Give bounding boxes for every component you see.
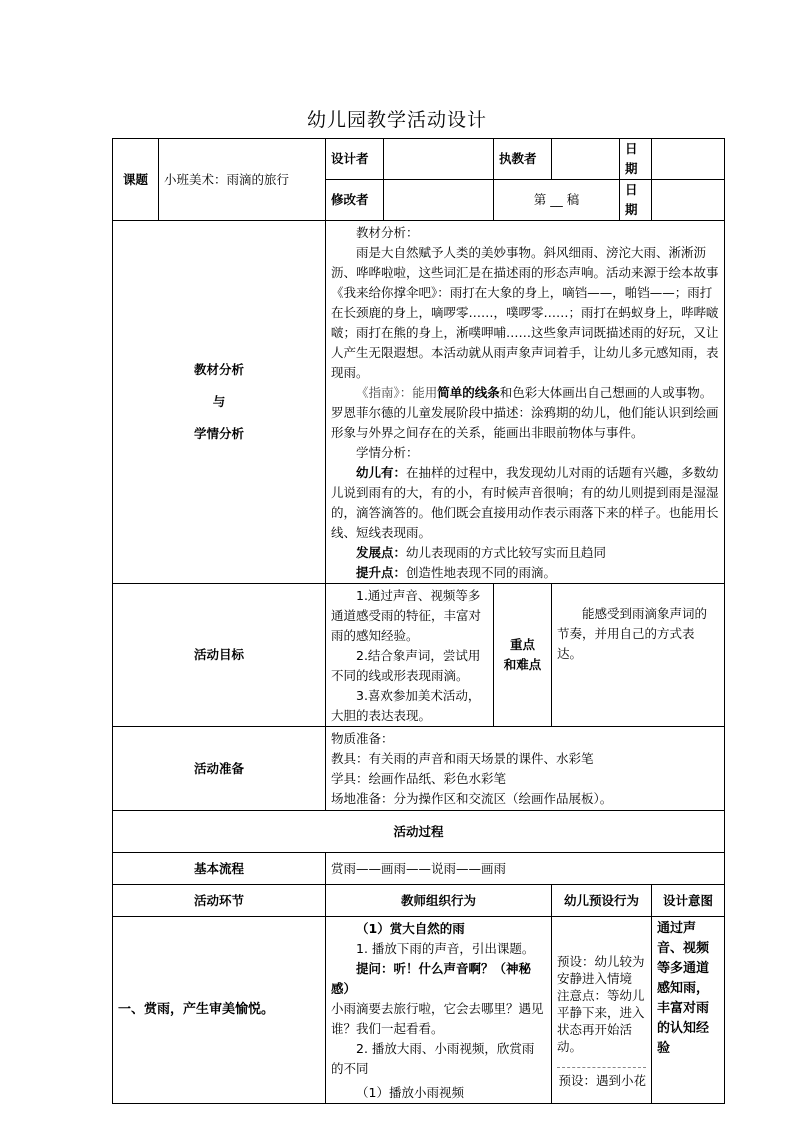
stage-1: 一、赏雨，产生审美愉悦。 — [113, 917, 326, 1104]
reviser-label: 修改者 — [326, 180, 384, 221]
prep-content: 物质准备： 教具：有关雨的声音和雨天场景的课件、水彩笔 学具：绘画作品纸、彩色水彩笔 场地准备：分为操作区和交流区（绘画作品展板）。 — [326, 727, 725, 811]
designer-value — [384, 139, 494, 180]
child-behavior: 预设：幼儿较为安静进入情境 注意点：等幼儿平静下来，进入状态再开始活动。 预设：遇到小花 — [552, 917, 652, 1104]
designer-label: 设计者 — [326, 139, 384, 180]
process-heading: 活动过程 — [113, 811, 725, 853]
analysis-label: 教材分析 与 学情分析 — [113, 221, 326, 584]
prep-label: 活动准备 — [113, 727, 326, 811]
topic-label: 课题 — [113, 139, 159, 221]
analysis-content — [326, 221, 725, 584]
material-heading: 教材分析： — [356, 225, 419, 240]
col-stage: 活动环节 — [113, 885, 326, 917]
topic-value: 小班美术：雨滴的旅行 — [159, 139, 326, 221]
teacher-label: 执教者 — [494, 139, 552, 180]
lesson-plan-table — [112, 138, 725, 1104]
page-title: 幼儿园教学活动设计 — [306, 109, 487, 131]
goal-item: 1.通过声音、视频等多通道感受雨的特征，丰富对雨的感知经验。 — [331, 588, 482, 643]
design-intent: 通过声音、视频等多通道感知雨，丰富对雨的认知经验 — [652, 917, 725, 1104]
date-label: 日期 — [620, 139, 652, 180]
date-value — [652, 139, 725, 180]
date-label-2: 日期 — [620, 180, 652, 221]
teacher-behavior: （1）赏大自然的雨 1. 播放下雨的声音，引出课题。 提问：听！什么声音啊？（神秘感） 小雨滴要去旅行啦，它会去哪里？遇见谁？我们一起看看。 2. 播放大雨、小雨视频，欣赏雨的不同 （1）播放小雨视频 — [326, 917, 552, 1104]
goals-label: 活动目标 — [113, 584, 326, 727]
flow-text: 赏雨——画雨——说雨——画雨 — [326, 853, 725, 885]
student-heading: 学情分析： — [356, 445, 419, 460]
dev-point: 发展点：幼儿表现雨的方式比较写实而且趋同 — [356, 545, 607, 560]
col-teacher: 教师组织行为 — [326, 885, 552, 917]
reviser-value — [384, 180, 494, 221]
col-child: 幼儿预设行为 — [552, 885, 652, 917]
date-value-2 — [652, 180, 725, 221]
flow-label: 基本流程 — [113, 853, 326, 885]
col-intent: 设计意图 — [652, 885, 725, 917]
goal-item: 3.喜欢参加美术活动，大胆的表达表现。 — [331, 688, 481, 723]
key-points-label: 重点 和难点 — [494, 584, 552, 727]
draft-number: 第 __ 稿 — [494, 180, 620, 221]
goals-content — [326, 584, 494, 727]
material-paragraph: 雨是大自然赋予人类的美妙事物。斜风细雨、滂沱大雨、淅淅沥沥、哗哗啦啦，这些词汇是在描述雨的形态声响。活动来源于绘本故事《我来给你撑伞吧》：雨打在大象的身上，嘀铛——，啪铛——；雨打在长颈鹿的身上，嘀啰零……，噗啰零……；雨打在蚂蚁身上，哔哔啵啵；雨打在熊的身上，淅噗呷哺……这些象声词既描述雨的好玩，又让人产生无限遐想。本活动就从雨声象声词着手，让幼儿多元感知雨，表现雨。 — [331, 245, 719, 380]
up-point: 提升点：创造性地表现不同的雨滴。 — [356, 565, 557, 580]
guide-paragraph: 《指南》：能用简单的线条和色彩大体画出自己想画的人或事物。罗恩菲尔德的儿童发展阶段中描述：涂鸦期的幼儿，他们能认识到绘画形象与外界之间存在的关系，能画出非眼前物体与事件。 — [331, 385, 719, 440]
goal-item: 2.结合象声词，尝试用不同的线或形表现雨滴。 — [331, 648, 481, 683]
key-points-content: 能感受到雨滴象声词的节奏，并用自己的方式表达。 — [552, 584, 725, 727]
teacher-value — [552, 139, 620, 180]
have-paragraph: 幼儿有：在抽样的过程中，我发现幼儿对雨的话题有兴趣，多数幼儿说到雨有的大，有的小，有时候声音很响；有的幼儿则提到雨是湿湿的，滴答滴答的。他们既会直接用动作表示雨落下来的样子。也能用长线、短线表现雨。 — [331, 465, 719, 540]
